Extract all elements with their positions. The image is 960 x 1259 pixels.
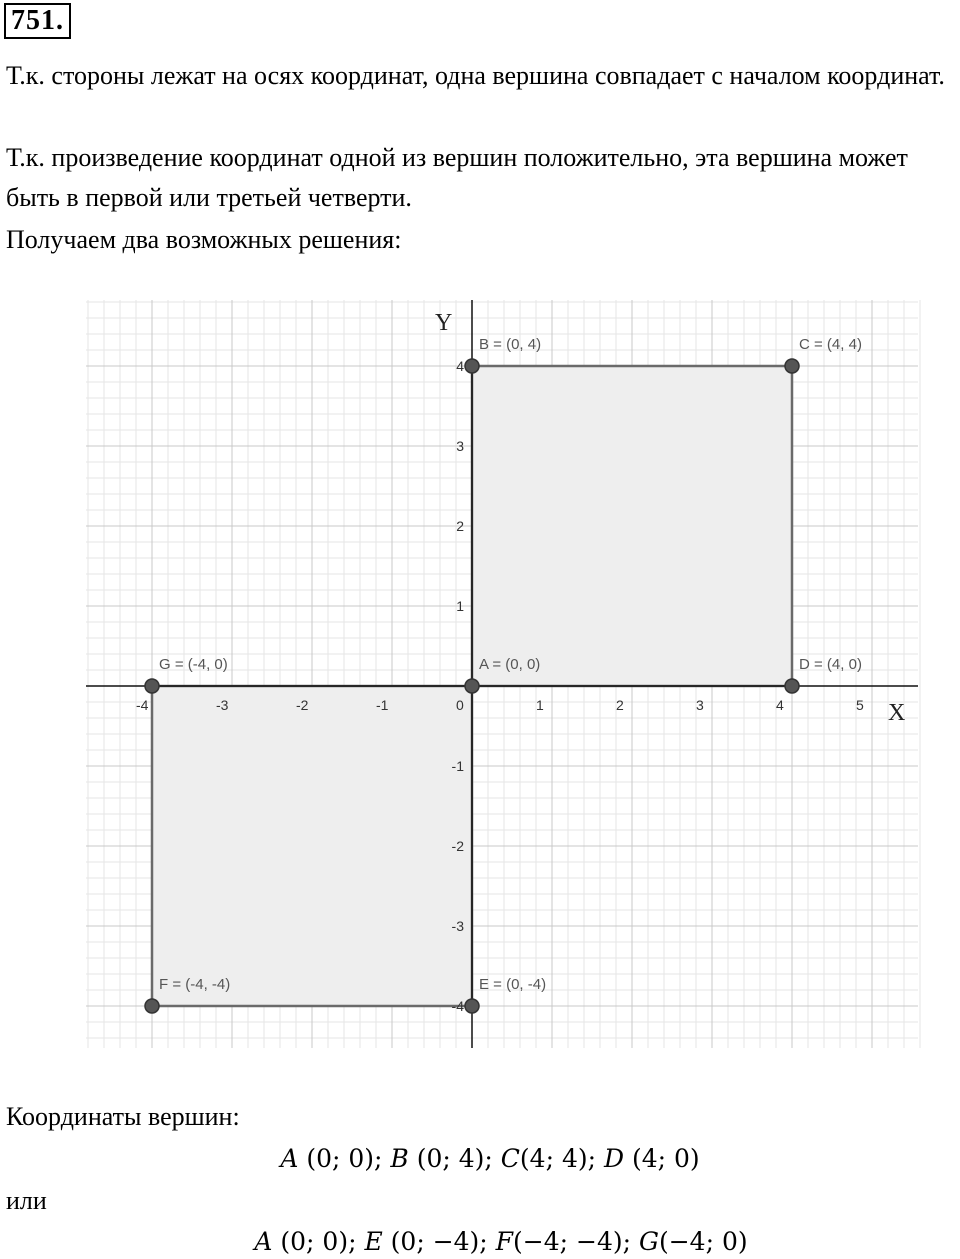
vertex-point-c [785,359,799,373]
square-abcd [472,366,792,686]
solution-2-vertex-coords: (−4; −4); [513,1227,639,1256]
solution-2-vertex-name: A [254,1227,273,1256]
paragraph-origin: Т.к. стороны лежат на осях координат, одна вершина совпадает с началом координат. [6,61,945,90]
y-tick-label: -1 [451,758,464,774]
or-word: или [6,1186,47,1215]
vertex-point-f [145,999,159,1013]
x-tick-label: 2 [616,697,624,713]
solution-2-formula [0,1225,960,1259]
vertex-label-f: F = (-4, -4) [159,976,231,993]
vertex-label-c: C = (4, 4) [799,336,862,353]
solution-1-vertex-name: B [390,1144,409,1173]
solution-1-vertex-name: D [603,1144,625,1173]
paragraph-quadrant: Т.к. произведение координат одной из вершин положительно, эта вершина может быть в первой или третьей четверти. [6,143,908,212]
vertex-label-a: A = (0, 0) [479,656,541,673]
solution-2-vertex-coords: (−4; 0) [658,1227,748,1256]
solution-2-vertex-coords: (0; 0); [272,1227,365,1256]
solution-2-vertex-name: E [364,1227,383,1256]
solution-2-vertex-coords: (0; −4); [382,1227,496,1256]
x-tick-label: 3 [696,697,704,713]
problem-number: 751. [4,3,71,39]
vertex-point-d [785,679,799,693]
vertex-label-d: D = (4, 0) [799,656,862,673]
y-tick-label: -2 [451,838,464,854]
vertex-point-e [465,999,479,1013]
solution-1-formula [0,1142,960,1176]
y-tick-label: 1 [456,598,464,614]
solution-1-vertex-coords: (4; 4); [519,1144,604,1173]
vertex-point-b [465,359,479,373]
square-aefg [152,686,472,1006]
x-tick-label: -2 [296,697,309,713]
solution-1-vertex-name: C [500,1144,520,1173]
vertex-point-a [465,679,479,693]
x-tick-label: 1 [536,697,544,713]
y-tick-label: -4 [451,998,464,1014]
solution-2-vertex-name: G [638,1227,659,1256]
vertex-label-g: G = (-4, 0) [159,656,228,673]
x-tick-label: 0 [456,697,464,713]
vertices-caption: Координаты вершин: [6,1102,240,1131]
y-axis-label: Y [435,310,453,336]
x-tick-label: -4 [136,697,149,713]
solution-1-vertex-name: A [280,1144,299,1173]
y-tick-label: 2 [456,518,464,534]
y-tick-label: -3 [451,918,464,934]
x-axis-label: X [888,700,906,726]
x-tick-label: -3 [216,697,229,713]
y-tick-label: 3 [456,438,464,454]
y-tick-label: 4 [456,358,464,374]
x-tick-label: 4 [776,697,784,713]
vertex-point-g [145,679,159,693]
x-tick-label: 5 [856,697,864,713]
solution-1-vertex-coords: (0; 4); [408,1144,501,1173]
vertex-label-e: E = (0, -4) [479,976,547,993]
solution-2-vertex-name: F [495,1227,514,1256]
x-tick-label: -1 [376,697,389,713]
solution-1-vertex-coords: (0; 0); [298,1144,391,1173]
vertex-label-b: B = (0, 4) [479,336,542,353]
paragraph-solutions-intro: Получаем два возможных решения: [6,225,402,254]
solution-1-vertex-coords: (4; 0) [624,1144,700,1173]
